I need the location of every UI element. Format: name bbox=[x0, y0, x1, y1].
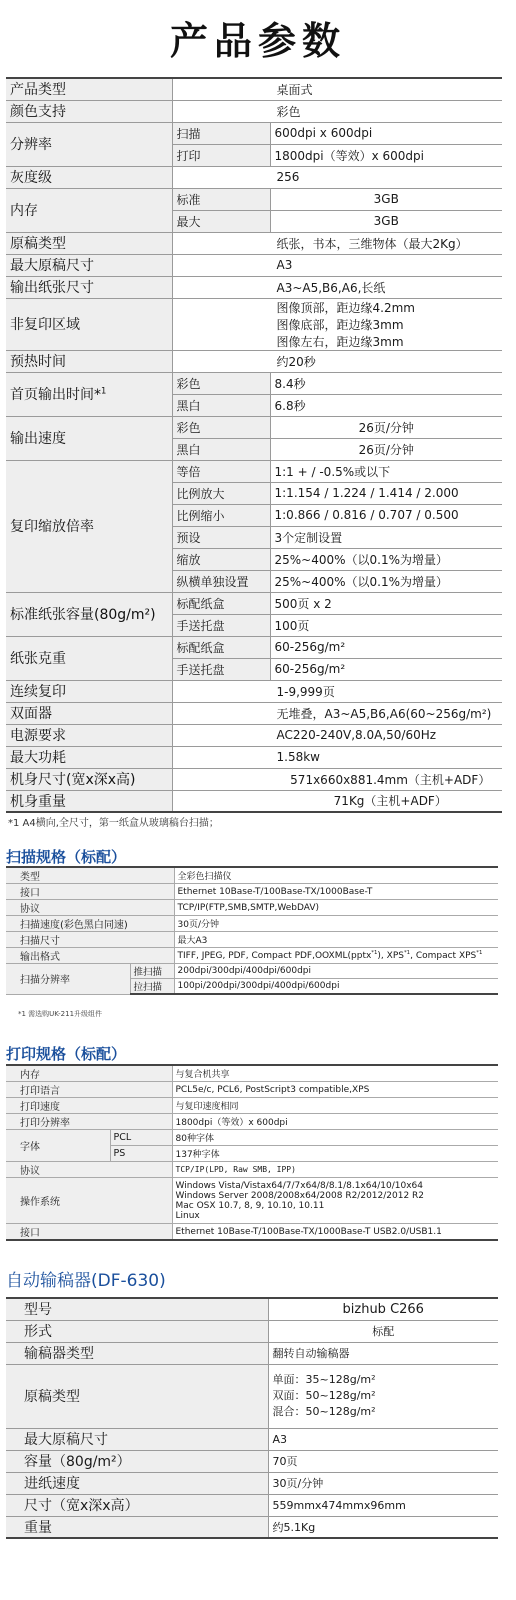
print-label: 操作系统 bbox=[6, 1178, 172, 1224]
scan-label: 扫描尺寸 bbox=[6, 932, 174, 948]
print-label: 协议 bbox=[6, 1162, 172, 1178]
print-row bbox=[6, 1224, 498, 1241]
spec-value: 3个定制设置 bbox=[270, 526, 502, 548]
spec-row-non-copy bbox=[6, 298, 502, 350]
footnote-marker: 1 bbox=[101, 385, 107, 396]
print-label: 打印分辨率 bbox=[6, 1114, 172, 1130]
scan-label: 输出格式 bbox=[6, 948, 174, 964]
adf-label: 最大原稿尺寸 bbox=[6, 1428, 268, 1450]
spec-sublabel: 黑白 bbox=[172, 438, 270, 460]
spec-value: 1:1.154 / 1.224 / 1.414 / 2.000 bbox=[270, 482, 502, 504]
spec-label: 纸张克重 bbox=[6, 636, 172, 680]
scan-sublabel: 拉扫描 bbox=[130, 979, 174, 995]
adf-value: 70页 bbox=[268, 1450, 498, 1472]
scan-row bbox=[6, 916, 498, 932]
spec-value: 1:0.866 / 0.816 / 0.707 / 0.500 bbox=[270, 504, 502, 526]
spec-label: 颜色支持 bbox=[6, 100, 172, 122]
spec-value: 1:1 + / -0.5%或以下 bbox=[270, 460, 502, 482]
spec-value: 26页/分钟 bbox=[270, 438, 502, 460]
print-spec-table bbox=[6, 1064, 498, 1241]
spec-row-continuous bbox=[6, 680, 502, 702]
adf-label: 型号 bbox=[6, 1298, 268, 1320]
spec-sublabel: 彩色 bbox=[172, 416, 270, 438]
print-row bbox=[6, 1114, 498, 1130]
spec-value: 1.58kw bbox=[172, 746, 502, 768]
non-copy-line: 图像左右，距边缘3mm bbox=[276, 334, 404, 349]
adf-row bbox=[6, 1428, 498, 1450]
spec-row-warmup bbox=[6, 350, 502, 372]
print-value: 137种字体 bbox=[172, 1146, 498, 1162]
adf-row bbox=[6, 1298, 498, 1320]
spec-value: 无堆叠，A3~A5,B6,A6(60~256g/m²) bbox=[172, 702, 502, 724]
spec-value: 1800dpi（等效）x 600dpi bbox=[270, 144, 502, 166]
print-section-heading: 打印规格（标配） bbox=[6, 1045, 127, 1063]
adf-value: 标配 bbox=[268, 1320, 498, 1342]
spec-row-consumption bbox=[6, 746, 502, 768]
scan-row bbox=[6, 884, 498, 900]
spec-sublabel: 缩放 bbox=[172, 548, 270, 570]
footnote-marker: *1 bbox=[403, 950, 411, 956]
spec-value: 25%~400%（以0.1%为增量） bbox=[270, 548, 502, 570]
spec-value: 纸张，书本，三维物体（最大2Kg） bbox=[172, 232, 502, 254]
scan-footnote: *1 需选购UK-211升级组件 bbox=[18, 1010, 103, 1018]
adf-label: 进纸速度 bbox=[6, 1472, 268, 1494]
page-title: 产品参数 bbox=[169, 19, 346, 63]
spec-value: 256 bbox=[172, 166, 502, 188]
print-label: 内存 bbox=[6, 1065, 172, 1082]
print-label: 打印速度 bbox=[6, 1098, 172, 1114]
spec-value: 60-256g/m² bbox=[270, 636, 502, 658]
spec-label: 原稿类型 bbox=[6, 232, 172, 254]
scan-value bbox=[174, 948, 498, 964]
spec-value: AC220-240V,8.0A,50/60Hz bbox=[172, 724, 502, 746]
spec-label: 标准纸张容量(80g/m²) bbox=[6, 592, 172, 636]
scan-value: 最大A3 bbox=[174, 932, 498, 948]
print-value: Ethernet 10Base-T/100Base-TX/1000Base-T USB2.0/USB1.1 bbox=[172, 1224, 498, 1241]
non-copy-line: 图像底部，距边缘3mm bbox=[276, 317, 404, 332]
spec-sublabel: 纵横单独设置 bbox=[172, 570, 270, 592]
scan-section-heading: 扫描规格（标配） bbox=[6, 848, 127, 866]
adf-value: A3 bbox=[268, 1428, 498, 1450]
original-type-line: 双面：50~128g/m² bbox=[272, 1389, 376, 1402]
original-type-line: 单面：35~128g/m² bbox=[272, 1373, 376, 1386]
scan-spec-table bbox=[6, 866, 498, 995]
spec-value: 100页 bbox=[270, 614, 502, 636]
spec-label: 分辨率 bbox=[6, 122, 172, 166]
original-type-line: 混合：50~128g/m² bbox=[272, 1405, 376, 1418]
spec-sublabel: 黑白 bbox=[172, 394, 270, 416]
os-line: Windows Vista/Vistax64/7/7x64/8/8.1/8.1x64/10/10x64 bbox=[175, 1180, 423, 1191]
scan-value: TCP/IP(FTP,SMB,SMTP,WebDAV) bbox=[174, 900, 498, 916]
spec-value: A3 bbox=[172, 254, 502, 276]
spec-label: 非复印区域 bbox=[6, 298, 172, 350]
print-row bbox=[6, 1065, 498, 1082]
footnote-marker: *1 bbox=[371, 950, 378, 956]
print-row bbox=[6, 1098, 498, 1114]
spec-value: 3GB bbox=[270, 210, 502, 232]
spec-sublabel: 打印 bbox=[172, 144, 270, 166]
spec-row-weight-tray bbox=[6, 636, 502, 658]
spec-value: 571x660x881.4mm（主机+ADF） bbox=[172, 768, 502, 790]
print-row bbox=[6, 1082, 498, 1098]
spec-value: 8.4秒 bbox=[270, 372, 502, 394]
spec-row-dimensions bbox=[6, 768, 502, 790]
print-label: 字体 bbox=[6, 1130, 110, 1162]
scan-row bbox=[6, 964, 498, 979]
spec-row-power bbox=[6, 724, 502, 746]
format-text: , Compact XPS bbox=[410, 951, 477, 961]
spec-value: 600dpi x 600dpi bbox=[270, 122, 502, 144]
spec-value: 1-9,999页 bbox=[172, 680, 502, 702]
spec-row-color bbox=[6, 100, 502, 122]
print-value: 与复合机共享 bbox=[172, 1065, 498, 1082]
spec-label: 机身重量 bbox=[6, 790, 172, 812]
spec-label: 灰度级 bbox=[6, 166, 172, 188]
spec-sublabel: 最大 bbox=[172, 210, 270, 232]
spec-row-zoom bbox=[6, 460, 502, 482]
spec-row-first-copy-color bbox=[6, 372, 502, 394]
spec-row-speed-color bbox=[6, 416, 502, 438]
spec-row-original-type bbox=[6, 232, 502, 254]
print-value-multiline bbox=[172, 1178, 498, 1224]
non-copy-line: 图像顶部，距边缘4.2mm bbox=[276, 300, 415, 315]
spec-value: 6.8秒 bbox=[270, 394, 502, 416]
scan-value: 200dpi/300dpi/400dpi/600dpi bbox=[174, 964, 498, 979]
spec-label: 内存 bbox=[6, 188, 172, 232]
adf-row bbox=[6, 1516, 498, 1538]
spec-label: 输出纸张尺寸 bbox=[6, 276, 172, 298]
spec-row-max-original bbox=[6, 254, 502, 276]
spec-sublabel: 等倍 bbox=[172, 460, 270, 482]
spec-value: 500页 x 2 bbox=[270, 592, 502, 614]
os-line: Windows Server 2008/2008x64/2008 R2/2012/2012 R2 bbox=[175, 1190, 425, 1201]
adf-section-heading: 自动输稿器(DF-630) bbox=[6, 1271, 166, 1291]
spec-label: 复印缩放倍率 bbox=[6, 460, 172, 592]
spec-row-memory-std bbox=[6, 188, 502, 210]
print-sublabel: PS bbox=[110, 1146, 172, 1162]
adf-value: 约5.1Kg bbox=[268, 1516, 498, 1538]
print-row bbox=[6, 1162, 498, 1178]
spec-value: 25%~400%（以0.1%为增量） bbox=[270, 570, 502, 592]
print-row bbox=[6, 1178, 498, 1224]
print-row bbox=[6, 1130, 498, 1146]
spec-label: 最大原稿尺寸 bbox=[6, 254, 172, 276]
adf-value: bizhub C266 bbox=[268, 1298, 498, 1320]
spec-sublabel: 手送托盘 bbox=[172, 658, 270, 680]
scan-value: 全彩色扫描仪 bbox=[174, 867, 498, 884]
adf-spec-table bbox=[6, 1297, 498, 1539]
scan-label: 类型 bbox=[6, 867, 174, 884]
scan-value: 30页/分钟 bbox=[174, 916, 498, 932]
scan-row bbox=[6, 932, 498, 948]
adf-row bbox=[6, 1494, 498, 1516]
spec-value: 3GB bbox=[270, 188, 502, 210]
print-sublabel: PCL bbox=[110, 1130, 172, 1146]
footnote-marker: *1 bbox=[476, 950, 483, 956]
adf-value: 559mmx474mmx96mm bbox=[268, 1494, 498, 1516]
print-label: 打印语言 bbox=[6, 1082, 172, 1098]
spec-sublabel: 比例缩小 bbox=[172, 504, 270, 526]
spec-row-capacity-tray bbox=[6, 592, 502, 614]
print-value: 80种字体 bbox=[172, 1130, 498, 1146]
spec-row-resolution-scan bbox=[6, 122, 502, 144]
spec-label: 产品类型 bbox=[6, 78, 172, 100]
scan-row bbox=[6, 900, 498, 916]
spec-label: 连续复印 bbox=[6, 680, 172, 702]
adf-label: 形式 bbox=[6, 1320, 268, 1342]
adf-row bbox=[6, 1364, 498, 1428]
spec-value: A3~A5,B6,A6,长纸 bbox=[172, 276, 502, 298]
spec-row-grayscale bbox=[6, 166, 502, 188]
spec-value: 26页/分钟 bbox=[270, 416, 502, 438]
spec-label: 机身尺寸(宽x深x高) bbox=[6, 768, 172, 790]
spec-value: 彩色 bbox=[172, 100, 502, 122]
adf-row bbox=[6, 1320, 498, 1342]
scan-sublabel: 推扫描 bbox=[130, 964, 174, 979]
spec-row-weight bbox=[6, 790, 502, 812]
adf-label: 重量 bbox=[6, 1516, 268, 1538]
spec-sublabel: 预设 bbox=[172, 526, 270, 548]
spec-sublabel: 标配纸盒 bbox=[172, 636, 270, 658]
scan-label: 扫描速度(彩色黑白同速) bbox=[6, 916, 174, 932]
format-text: TIFF, JPEG, PDF, Compact PDF,OOXML(pptx bbox=[177, 951, 372, 961]
adf-row bbox=[6, 1472, 498, 1494]
spec-sublabel: 标准 bbox=[172, 188, 270, 210]
adf-value: 翻转自动输稿器 bbox=[268, 1342, 498, 1364]
adf-row bbox=[6, 1342, 498, 1364]
spec-row-product-type bbox=[6, 78, 502, 100]
adf-label: 尺寸（宽x深x高） bbox=[6, 1494, 268, 1516]
spec-sublabel: 彩色 bbox=[172, 372, 270, 394]
spec-sublabel: 标配纸盒 bbox=[172, 592, 270, 614]
adf-row bbox=[6, 1450, 498, 1472]
main-spec-table bbox=[6, 77, 502, 813]
os-line: Linux bbox=[175, 1210, 200, 1221]
spec-sublabel: 手送托盘 bbox=[172, 614, 270, 636]
spec-label: 输出速度 bbox=[6, 416, 172, 460]
spec-label: 电源要求 bbox=[6, 724, 172, 746]
spec-row-output-paper bbox=[6, 276, 502, 298]
spec-value-multiline bbox=[172, 298, 502, 350]
spec-row-duplex bbox=[6, 702, 502, 724]
spec-label: 双面器 bbox=[6, 702, 172, 724]
adf-label: 原稿类型 bbox=[6, 1364, 268, 1428]
spec-label bbox=[6, 372, 172, 416]
scan-row bbox=[6, 867, 498, 884]
scan-label: 协议 bbox=[6, 900, 174, 916]
format-text: ), XPS bbox=[377, 951, 404, 961]
scan-row bbox=[6, 948, 498, 964]
first-copy-label: 首页输出时间* bbox=[10, 387, 101, 403]
scan-label: 扫描分辨率 bbox=[6, 964, 130, 995]
spec-label: 预热时间 bbox=[6, 350, 172, 372]
print-value: 1800dpi（等效）x 600dpi bbox=[172, 1114, 498, 1130]
adf-value-multiline bbox=[268, 1364, 498, 1428]
spec-value: 60-256g/m² bbox=[270, 658, 502, 680]
spec-label: 最大功耗 bbox=[6, 746, 172, 768]
print-value: PCL5e/c, PCL6, PostScript3 compatible,XPS bbox=[172, 1082, 498, 1098]
adf-label: 输稿器类型 bbox=[6, 1342, 268, 1364]
spec-value: 桌面式 bbox=[172, 78, 502, 100]
print-value: 与复印速度相同 bbox=[172, 1098, 498, 1114]
spec-sublabel: 扫描 bbox=[172, 122, 270, 144]
scan-label: 接口 bbox=[6, 884, 174, 900]
adf-label: 容量（80g/m²） bbox=[6, 1450, 268, 1472]
spec-value: 约20秒 bbox=[172, 350, 502, 372]
spec-sublabel: 比例放大 bbox=[172, 482, 270, 504]
scan-value: 100pi/200dpi/300dpi/400dpi/600dpi bbox=[174, 979, 498, 995]
os-line: Mac OSX 10.7, 8, 9, 10.10, 10.11 bbox=[175, 1200, 325, 1211]
print-value: TCP/IP(LPD, Raw SMB, IPP) bbox=[172, 1162, 498, 1178]
adf-value: 30页/分钟 bbox=[268, 1472, 498, 1494]
scan-value: Ethernet 10Base-T/100Base-TX/1000Base-T bbox=[174, 884, 498, 900]
spec-value: 71Kg（主机+ADF） bbox=[172, 790, 502, 812]
footnote: *1 A4横向,全尺寸，第一纸盒从玻璃稿台扫描； bbox=[8, 818, 219, 829]
print-label: 接口 bbox=[6, 1224, 172, 1241]
